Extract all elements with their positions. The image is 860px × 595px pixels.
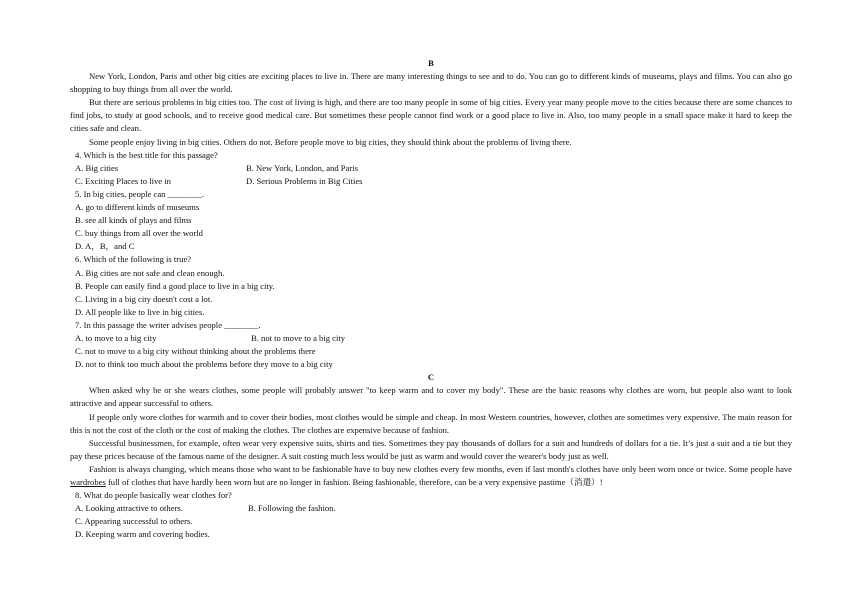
section-c-paragraph-3: Successful businessmen, for example, often wear very expensive suits, shirts and ties. Sometimes they pay thousands of dollars for a suit and hundreds of dollars for a tie. It’s just a suit and a tie but they pay these prices because of the famous name of the designer. A suit costing much less would be just as warm and would cover the wearer's body just as well. xyxy=(70,437,792,461)
question-8-option-a: A. Looking attractive to others. xyxy=(75,503,183,514)
question-6-stem: 6. Which of the following is true? xyxy=(75,254,192,265)
question-6-option-d: D. All people like to live in big cities. xyxy=(75,306,205,317)
paragraph-4-text-start: Fashion is always changing, which means those who want to be fashionable have to buy new clothes every few months, even if last month's clothes have only been worn once or twice. Some people have xyxy=(89,463,792,474)
question-4-option-a: A. Big cities xyxy=(75,162,119,173)
question-5-option-b: B. see all kinds of plays and films xyxy=(75,215,192,226)
question-4-stem: 4. Which is the best title for this passage? xyxy=(75,149,218,160)
paragraph-4-text-end: full of clothes that have hardly been worn but are no longer in fashion. Being fashionable, therefore, can be a very expensive pastime（消遣）! xyxy=(105,477,603,487)
section-c-heading: C xyxy=(427,372,435,383)
section-b-paragraph-2: But there are serious problems in big cities too. The cost of living is high, and there are too many people in some of big cities. Every year many people move to the cities because there are some chances to find jobs, to study at good schools, and to receive good medical care. But sometimes these people cannot find work or a good place to live in. Also, too many people in a small space make it hard to keep the cities safe and clean. xyxy=(70,97,792,134)
section-c-paragraph-1: When asked why he or she wears clothes, some people will probably answer "to keep warm and to cover my body". These are the basic reasons why clothes are worn, but people also want to look attractive and appear successful to others. xyxy=(70,385,792,409)
question-8-options-row-1 xyxy=(70,502,792,515)
reading-content xyxy=(70,57,792,541)
question-6-option-c: C. Living in a big city doesn't cost a lot. xyxy=(75,293,213,304)
section-b-heading: B xyxy=(428,58,434,68)
question-8-option-b: B. Following the fashion. xyxy=(248,503,336,514)
question-6-option-a: A. Big cities are not safe and clean enough. xyxy=(75,267,225,278)
question-4-option-b: B. New York, London, and Paris xyxy=(246,162,358,173)
section-c-paragraph-2: If people only wore clothes for warmth and to cover their bodies, most clothes would be simple and cheap. In most Western countries, however, clothes are sometimes very expensive. The main reason for this is not the cost of the cloth or the cost of making the clothes. The clothes are expensive because of fashion. xyxy=(70,411,792,435)
question-8-stem: 8. What do people basically wear clothes for? xyxy=(75,490,232,501)
question-7-stem: 7. In this passage the writer advises people ________. xyxy=(75,319,261,330)
question-7-option-c: C. not to move to a big city without thinking about the problems there xyxy=(75,346,316,357)
question-5-stem: 5. In big cities, people can ________. xyxy=(75,188,205,199)
question-8-option-d: D. Keeping warm and covering bodies. xyxy=(75,529,210,540)
question-6-option-b: B. People can easily find a good place to live in a big city. xyxy=(75,280,275,291)
question-7-option-b: B. not to move to a big city xyxy=(251,332,346,343)
question-4-options-row-2 xyxy=(70,175,792,188)
question-5-option-d: D. A，B，and C xyxy=(75,241,135,252)
section-b-paragraph-1: New York, London, Paris and other big cities are exciting places to live in. There are many interesting things to see and to do. You can go to different kinds of museums, plays and films. You can also go shopping to buy things from all over the world. xyxy=(70,71,792,95)
section-c-paragraph-4 xyxy=(70,463,792,489)
question-4-options-row-1 xyxy=(70,162,792,175)
question-5-option-a: A. go to different kinds of museums xyxy=(75,202,200,213)
question-4-option-c: C. Exciting Places to live in xyxy=(75,175,171,186)
question-5-option-c: C. buy things from all over the world xyxy=(75,228,203,239)
question-7-option-a: A. to move to a big city xyxy=(75,332,157,343)
section-b-paragraph-3: Some people enjoy living in big cities. Others do not. Before people move to big cities, they should think about the problems of living there. xyxy=(89,136,572,147)
question-8-option-c: C. Appearing successful to others. xyxy=(75,516,193,527)
underlined-word-wardrobes: wardrobes xyxy=(70,477,106,487)
question-4-option-d: D. Serious Problems in Big Cities xyxy=(246,175,363,186)
question-7-option-d: D. not to think too much about the problems before they move to a big city xyxy=(75,359,333,370)
question-7-options-row-1 xyxy=(70,332,792,345)
